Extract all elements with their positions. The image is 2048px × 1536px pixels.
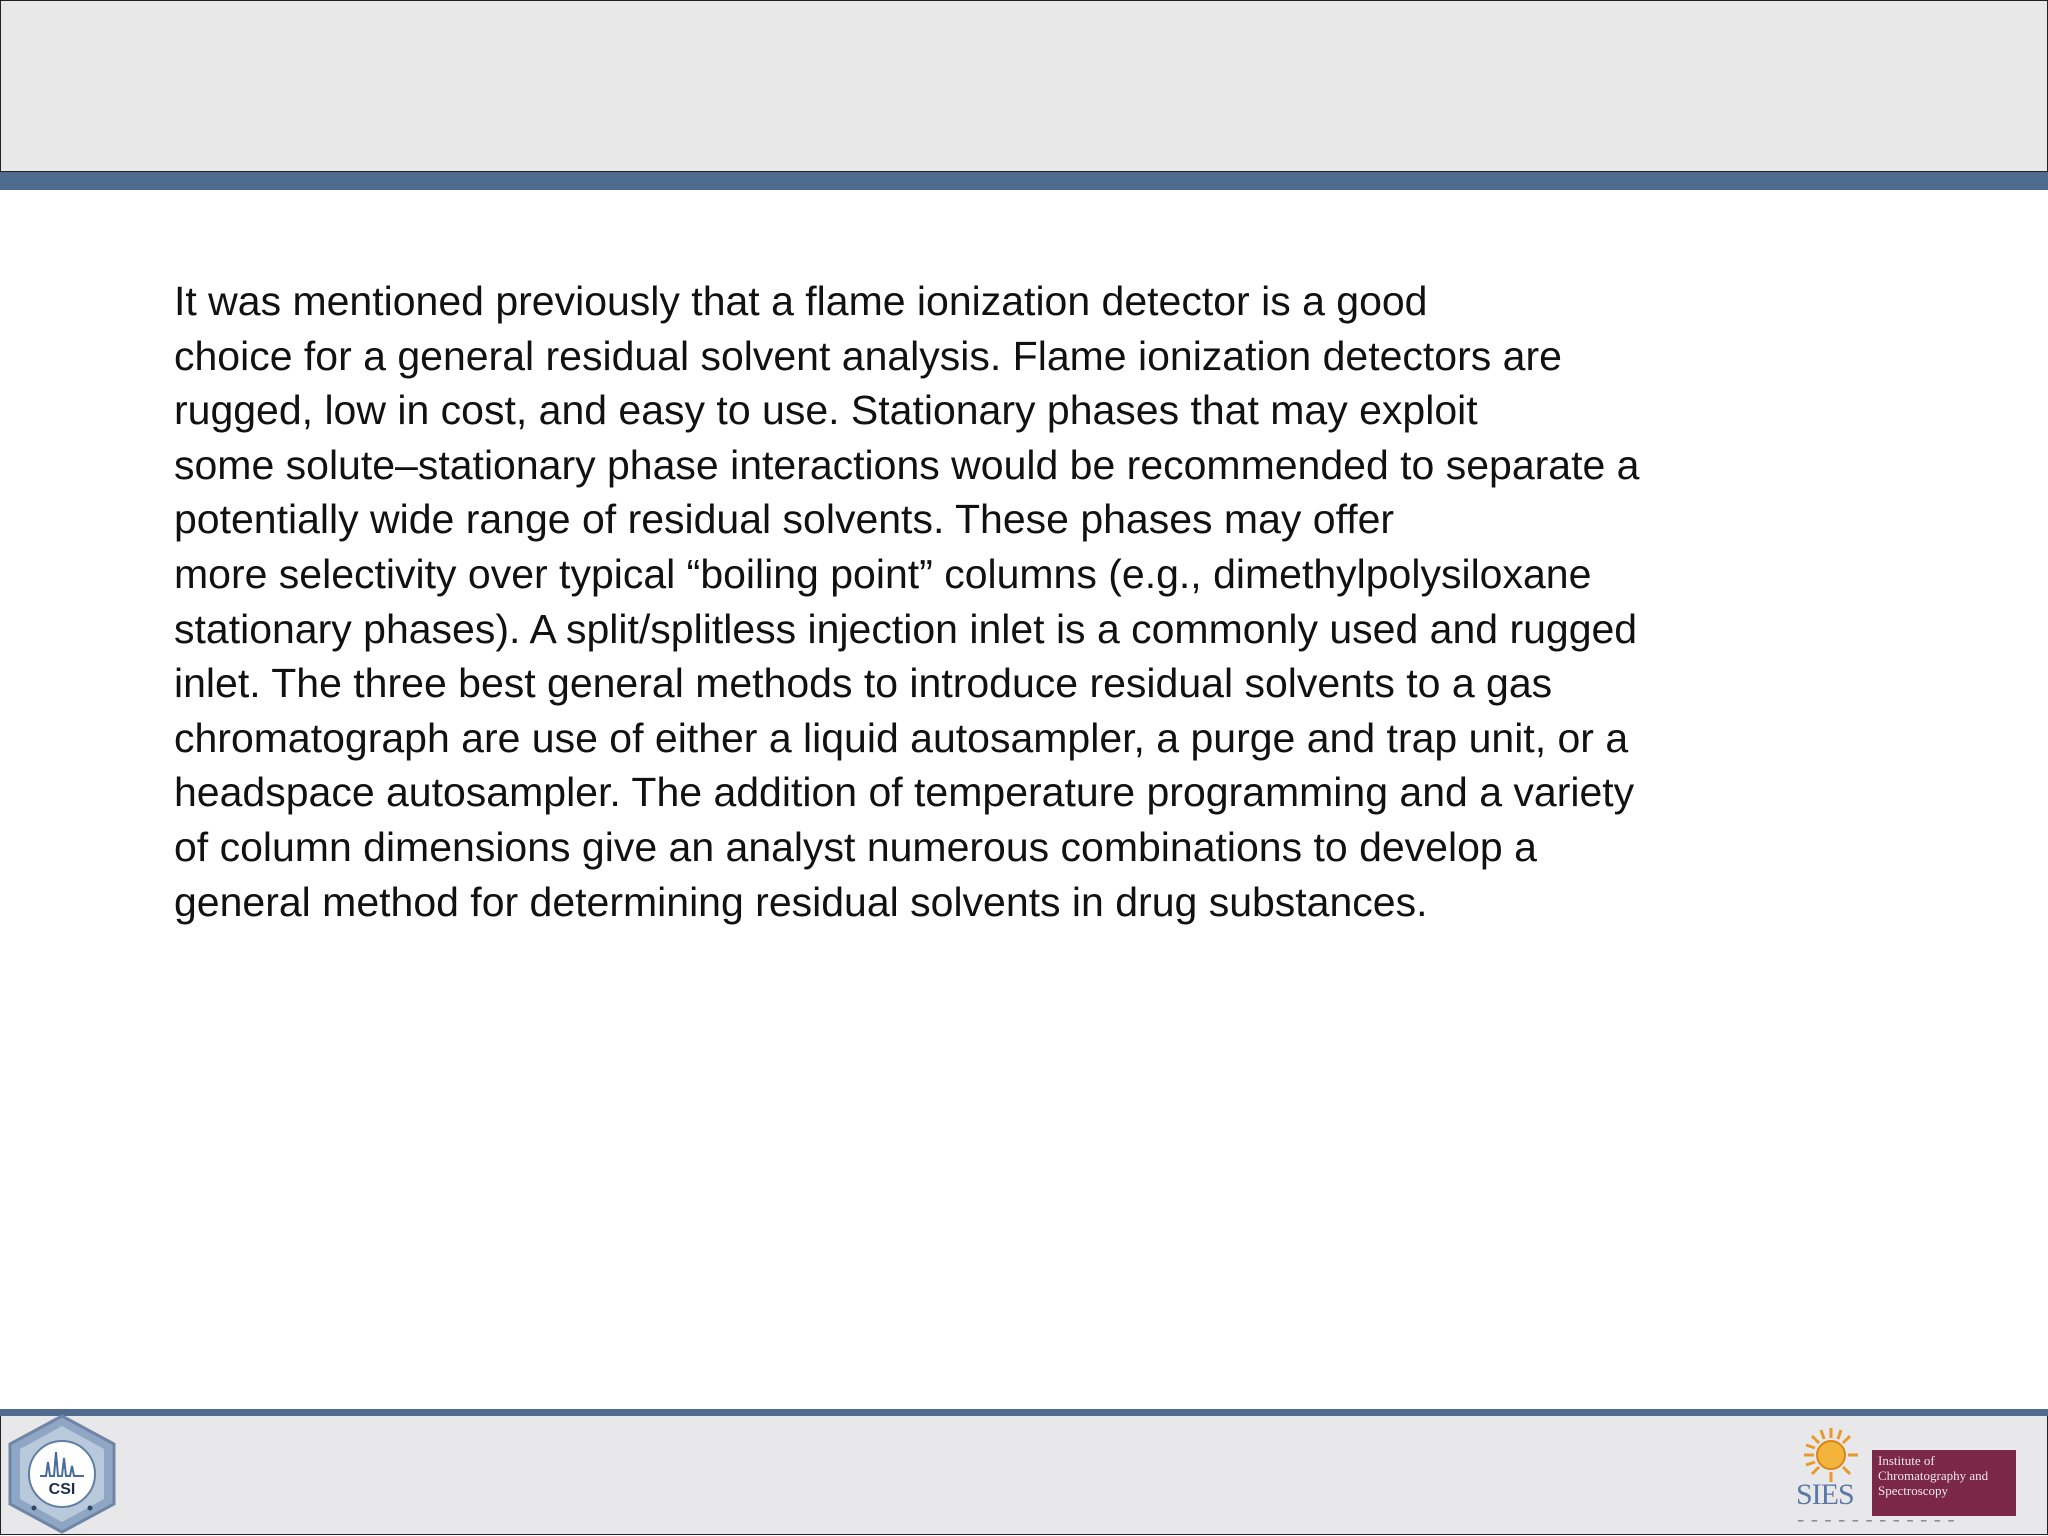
body-line: rugged, low in cost, and easy to use. Stationary phases that may exploit (174, 387, 1478, 434)
sies-logo-text: SIES (1796, 1478, 1854, 1511)
csi-logo (2, 1412, 122, 1536)
body-paragraph (174, 274, 1854, 929)
body-line: general method for determining residual solvents in drug substances. (174, 878, 1428, 925)
logo-tagline-decoration: ━ ━ ━ ━ ━ ━ ━ ━ ━ ━ ━ ━ (1798, 1516, 1957, 1526)
body-line: some solute–stationary phase interactions would be recommended to separate a (174, 441, 1640, 488)
body-line: It was mentioned previously that a flame ionization detector is a good (174, 278, 1428, 324)
header-band (0, 0, 2048, 172)
body-line: headspace autosampler. The addition of temperature programming and a variety (174, 769, 1635, 816)
footer-band (0, 1416, 2048, 1535)
sun-icon (1802, 1426, 1860, 1484)
institute-badge: Institute of Chromatography and Spectroscopy (1872, 1450, 2016, 1516)
body-line: choice for a general residual solvent analysis. Flame ionization detectors are (174, 332, 1562, 379)
body-line: inlet. The three best general methods to introduce residual solvents to a gas (174, 660, 1553, 707)
body-line: stationary phases). A split/splitless injection inlet is a commonly used and rugged (174, 605, 1638, 652)
csi-logo-text: CSI (48, 1481, 76, 1498)
body-line: potentially wide range of residual solvents. These phases may offer (174, 496, 1395, 543)
sies-logo (1794, 1416, 2024, 1534)
body-line: more selectivity over typical “boiling point” columns (e.g., dimethylpolysiloxane (174, 550, 1592, 597)
body-line: of column dimensions give an analyst numerous combinations to develop a (174, 823, 1537, 870)
body-line: chromatograph are use of either a liquid autosampler, a purge and trap unit, or a (174, 714, 1629, 761)
footer-rule (0, 1409, 2048, 1416)
header-rule (0, 172, 2048, 190)
